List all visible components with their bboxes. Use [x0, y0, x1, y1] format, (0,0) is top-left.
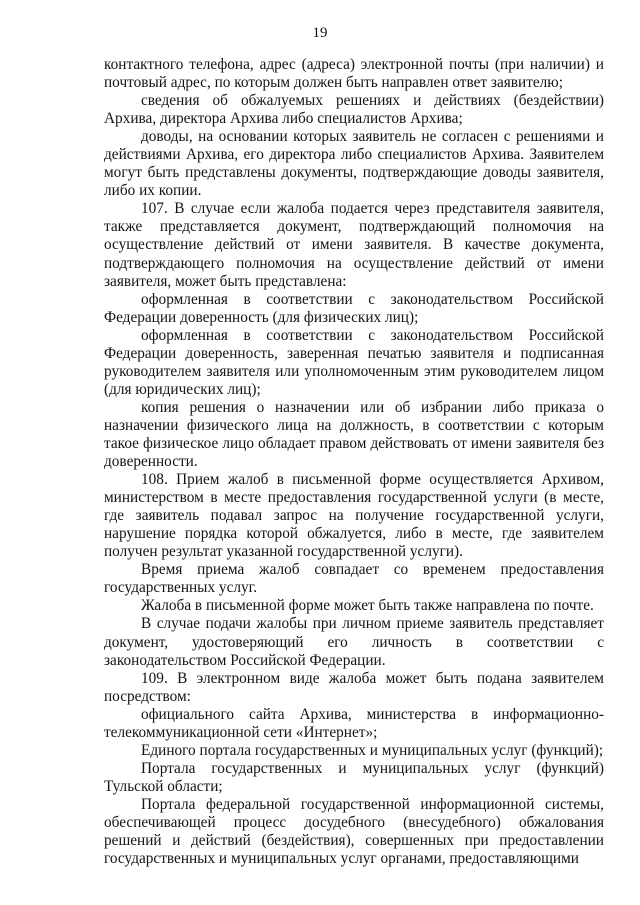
- paragraph-tula-portal: Портала государственных и муниципальных услуг (функций) Тульской области;: [104, 759, 604, 795]
- paragraph-108: 108. Прием жалоб в письменной форме осуществляется Архивом, министерством в месте предоставления государственной услуги (в месте, где заявитель подавал запрос на получение государственной услуги, нарушение порядка которой обжалуется, либо в месте, где заявителем получен результат указанной государственной услуги).: [104, 471, 604, 561]
- paragraph-power-of-attorney-legal-entities: оформленная в соответствии с законодательством Российской Федерации доверенность, заверенная печатью заявителя и подписанная руководителем заявителя или уполномоченным этим руководителем лицом (для юридических лиц);: [104, 326, 604, 398]
- paragraph-official-website: официального сайта Архива, министерства в информационно-телекоммуникационной сети «Интернет»;: [104, 705, 604, 741]
- paragraph-by-mail: Жалоба в письменной форме может быть также направлена по почте.: [141, 597, 594, 615]
- paragraph-reception-time: Время приема жалоб совпадает со временем предоставления государственных услуг.: [104, 561, 604, 597]
- paragraph-federal-system-portal: Портала федеральной государственной информационной системы, обеспечивающей процесс досудебного (внесудебного) обжалования решений и действий (бездействия), совершенных при предоставлении государственных и муниципальных услуг органами, предоставляющими: [104, 795, 604, 868]
- paragraph-personal-reception: В случае подачи жалобы при личном приеме заявитель представляет документ, удостоверяющий его личность в соответствии с законодательством Российской Федерации.: [104, 615, 604, 669]
- paragraph-appealed-decisions: сведения об обжалуемых решениях и действиях (бездействии) Архива, директора Архива либо специалистов Архива;: [104, 92, 604, 128]
- page-number: 19: [312, 25, 328, 41]
- paragraph-109: 109. В электронном виде жалоба может быть подана заявителем посредством:: [104, 669, 604, 705]
- paragraph-power-of-attorney-individuals: оформленная в соответствии с законодательством Российской Федерации доверенность (для физических лиц);: [104, 290, 604, 326]
- paragraph-unified-portal: Единого портала государственных и муниципальных услуг (функций);: [141, 741, 604, 759]
- paragraph-107: 107. В случае если жалоба подается через представителя заявителя, также представляется документ, подтверждающий полномочия на осуществление действий от имени заявителя. В качестве документа, подтверждающего полномочия на осуществление действий от имени заявителя, может быть представлена:: [104, 200, 604, 290]
- document-body: [104, 56, 604, 868]
- paragraph-contact-details: контактного телефона, адрес (адреса) электронной почты (при наличии) и почтовый адрес, по которым должен быть направлен ответ заявителю;: [104, 56, 604, 92]
- paragraph-appointment-decision: копия решения о назначении или об избрании либо приказа о назначении физического лица на должность, в соответствии с которым такое физическое лицо обладает правом действовать от имени заявителя без доверенности.: [104, 398, 604, 471]
- paragraph-arguments: доводы, на основании которых заявитель не согласен с решениями и действиями Архива, его директора либо специалистов Архива. Заявителем могут быть представлены документы, подтверждающие доводы заявителя, либо их копии.: [104, 128, 604, 200]
